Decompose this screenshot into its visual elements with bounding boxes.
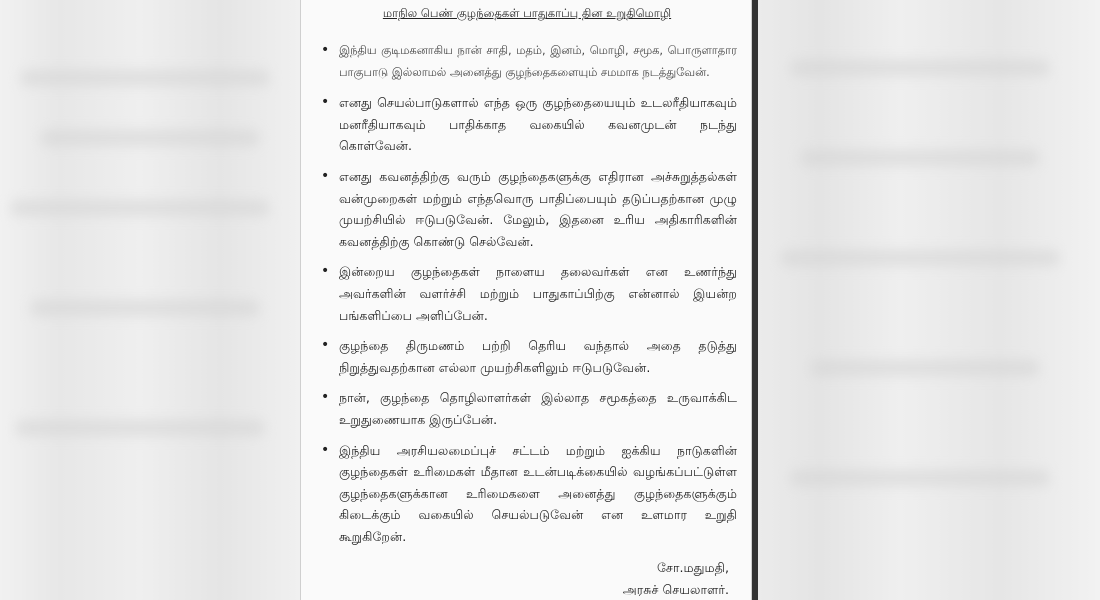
bullet-icon: • [321, 167, 330, 184]
bullet-icon: • [321, 94, 330, 111]
pledge-item [317, 387, 737, 430]
pledge-text: நான், குழந்தை தொழிலாளர்கள் இல்லாத சமூகத்தை உருவாக்கிட உறுதுணையாக இருப்பேன். [339, 390, 737, 427]
bullet-icon: • [321, 337, 330, 354]
pledge-text: இன்றைய குழந்தைகள் நாளைய தலைவர்கள் என உணர்ந்து அவர்களின் வளர்ச்சி மற்றும் பாதுகாப்பிற்கு என்னால் இயன்ற பங்களிப்பை அளிப்பேன். [339, 264, 737, 323]
pledge-item [317, 440, 737, 548]
pledge-item [317, 92, 737, 157]
bullet-icon: • [321, 263, 330, 280]
page-edge-shadow [752, 0, 758, 600]
pledge-item [317, 261, 737, 326]
document-title: மாநில பெண் குழந்தைகள் பாதுகாப்பு தின உறுதிமொழி [382, 6, 672, 20]
bullet-icon: • [321, 441, 330, 458]
pledge-text: இந்திய குடிமகனாகிய நான் சாதி, மதம், இனம், மொழி, சமூக, பொருளாதார பாகுபாடு இல்லாமல் அனைத்து குழந்தைகளையும் சமமாக நடத்துவேன். [339, 43, 737, 79]
signature-title: அரசுச் செயலாளர். [622, 582, 729, 597]
pledge-list [317, 40, 737, 547]
bullet-icon: • [321, 389, 330, 406]
pledge-document [300, 0, 752, 600]
signature-name: சோ.மதுமதி, [656, 560, 729, 575]
bullet-icon: • [321, 42, 330, 58]
signature-block [623, 557, 729, 600]
pledge-text: குழந்தை திருமணம் பற்றி தெரிய வந்தால் அதை தடுத்து நிறுத்துவதற்கான எல்லா முயற்சிகளிலும் ஈடுபடுவேன். [339, 338, 737, 375]
pledge-item [317, 166, 737, 252]
pledge-text: எனது கவனத்திற்கு வரும் குழந்தைகளுக்கு எதிரான அச்சுறுத்தல்கள் வன்முறைகள் மற்றும் எந்தவொரு பாதிப்பையும் தடுப்பதற்கான முழு முயற்சியில் ஈடுபடுவேன். மேலும், இதனை உரிய அதிகாரிகளின் கவனத்திற்கு கொண்டு செல்வேன். [339, 168, 737, 249]
pledge-text: எனது செயல்பாடுகளால் எந்த ஒரு குழந்தையையும் உடலரீதியாகவும் மனரீதியாகவும் பாதிக்காத வகையில் கவனமுடன் நடந்து கொள்வேன். [339, 95, 737, 154]
pledge-text: இந்திய அரசியலமைப்புச் சட்டம் மற்றும் ஐக்கிய நாடுகளின் குழந்தைகள் உரிமைகள் மீதான உடன்படிக்கையில் வழங்கப்பட்டுள்ள குழந்தைகளுக்கான உரிமைகளை அனைத்து குழந்தைகளுக்கும் கிடைக்கும் வகையில் செயல்படுவேன் என உளமார உறுதி கூறுகிறேன். [339, 442, 737, 544]
pledge-item [317, 40, 737, 83]
pledge-item [317, 335, 737, 378]
